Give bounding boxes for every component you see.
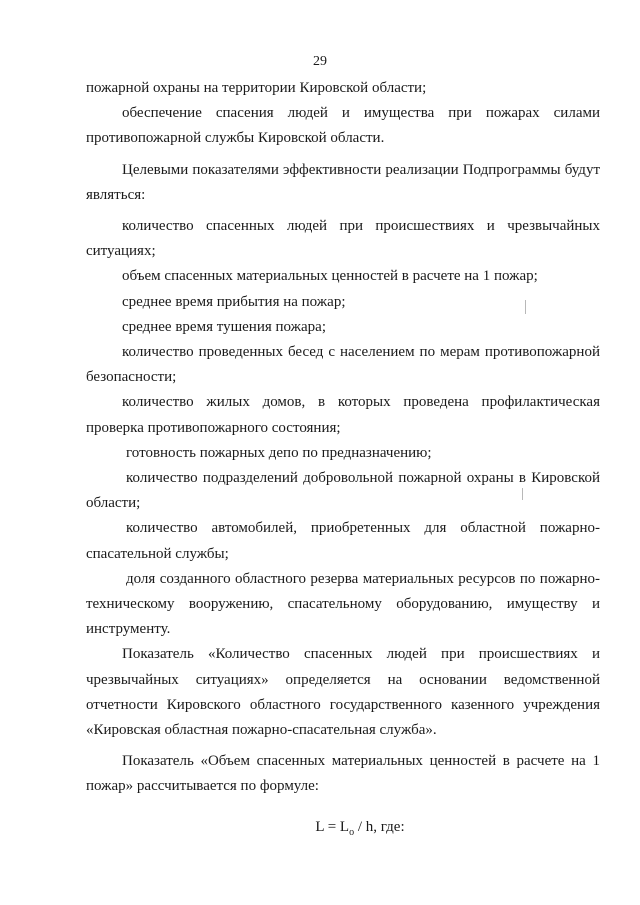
indicator-arrival-time: среднее время прибытия на пожар; <box>122 293 346 310</box>
formula-rhs: / h, где: <box>354 819 405 835</box>
formula <box>0 819 640 838</box>
indicator-rescued-people: количество спасенных людей при происшествиях и чрезвычайных ситуациях; <box>86 218 600 260</box>
paragraph-rescue-goal: обеспечение спасения людей и имущества при пожарах силами противопожарной службы Кировской области. <box>86 105 600 147</box>
page-number: 29 <box>313 54 327 69</box>
indicator-volunteer-units: количество подразделений добровольной пожарной охраны в Кировской области; <box>86 470 600 512</box>
indicator-extinguishing-time: среднее время тушения пожара; <box>122 318 326 335</box>
indicator-conversations: количество проведенных бесед с населением по мерам противопожарной безопасности; <box>86 344 600 386</box>
indicator-houses-inspected: количество жилых домов, в которых проведена профилактическая проверка противопожарного состояния; <box>86 394 600 436</box>
paragraph-target-indicators-intro: Целевыми показателями эффективности реализации Подпрограммы будут являться: <box>86 161 600 203</box>
indicator-depot-readiness: готовность пожарных депо по предназначению; <box>126 444 432 461</box>
paragraph-saved-values-formula-intro: Показатель «Объем спасенных материальных ценностей в расчете на 1 пожар» рассчитывается по формуле: <box>86 753 600 795</box>
formula-lhs: L = L <box>315 819 350 835</box>
indicator-reserve-share: доля созданного областного резерва материальных ресурсов по пожарно-техническому вооружению, спасательному оборудованию, имуществу и инструменту. <box>86 570 600 638</box>
indicator-vehicles-purchased: количество автомобилей, приобретенных для областной пожарно-спасательной службы; <box>86 520 600 562</box>
body-text <box>86 76 600 800</box>
indicator-saved-values: объем спасенных материальных ценностей в расчете на 1 пожар; <box>122 268 538 285</box>
scan-mark <box>525 300 526 314</box>
formula-subscript: о <box>349 827 355 838</box>
paragraph-continuation: пожарной охраны на территории Кировской области; <box>86 80 427 96</box>
paragraph-rescued-people-definition: Показатель «Количество спасенных людей при происшествиях и чрезвычайных ситуациях» определяется на основании ведомственной отчетности Кировского областного государственного казенного учреждения «Кировская областная пожарно-спасательная служба». <box>86 646 600 739</box>
scan-mark <box>522 488 523 500</box>
